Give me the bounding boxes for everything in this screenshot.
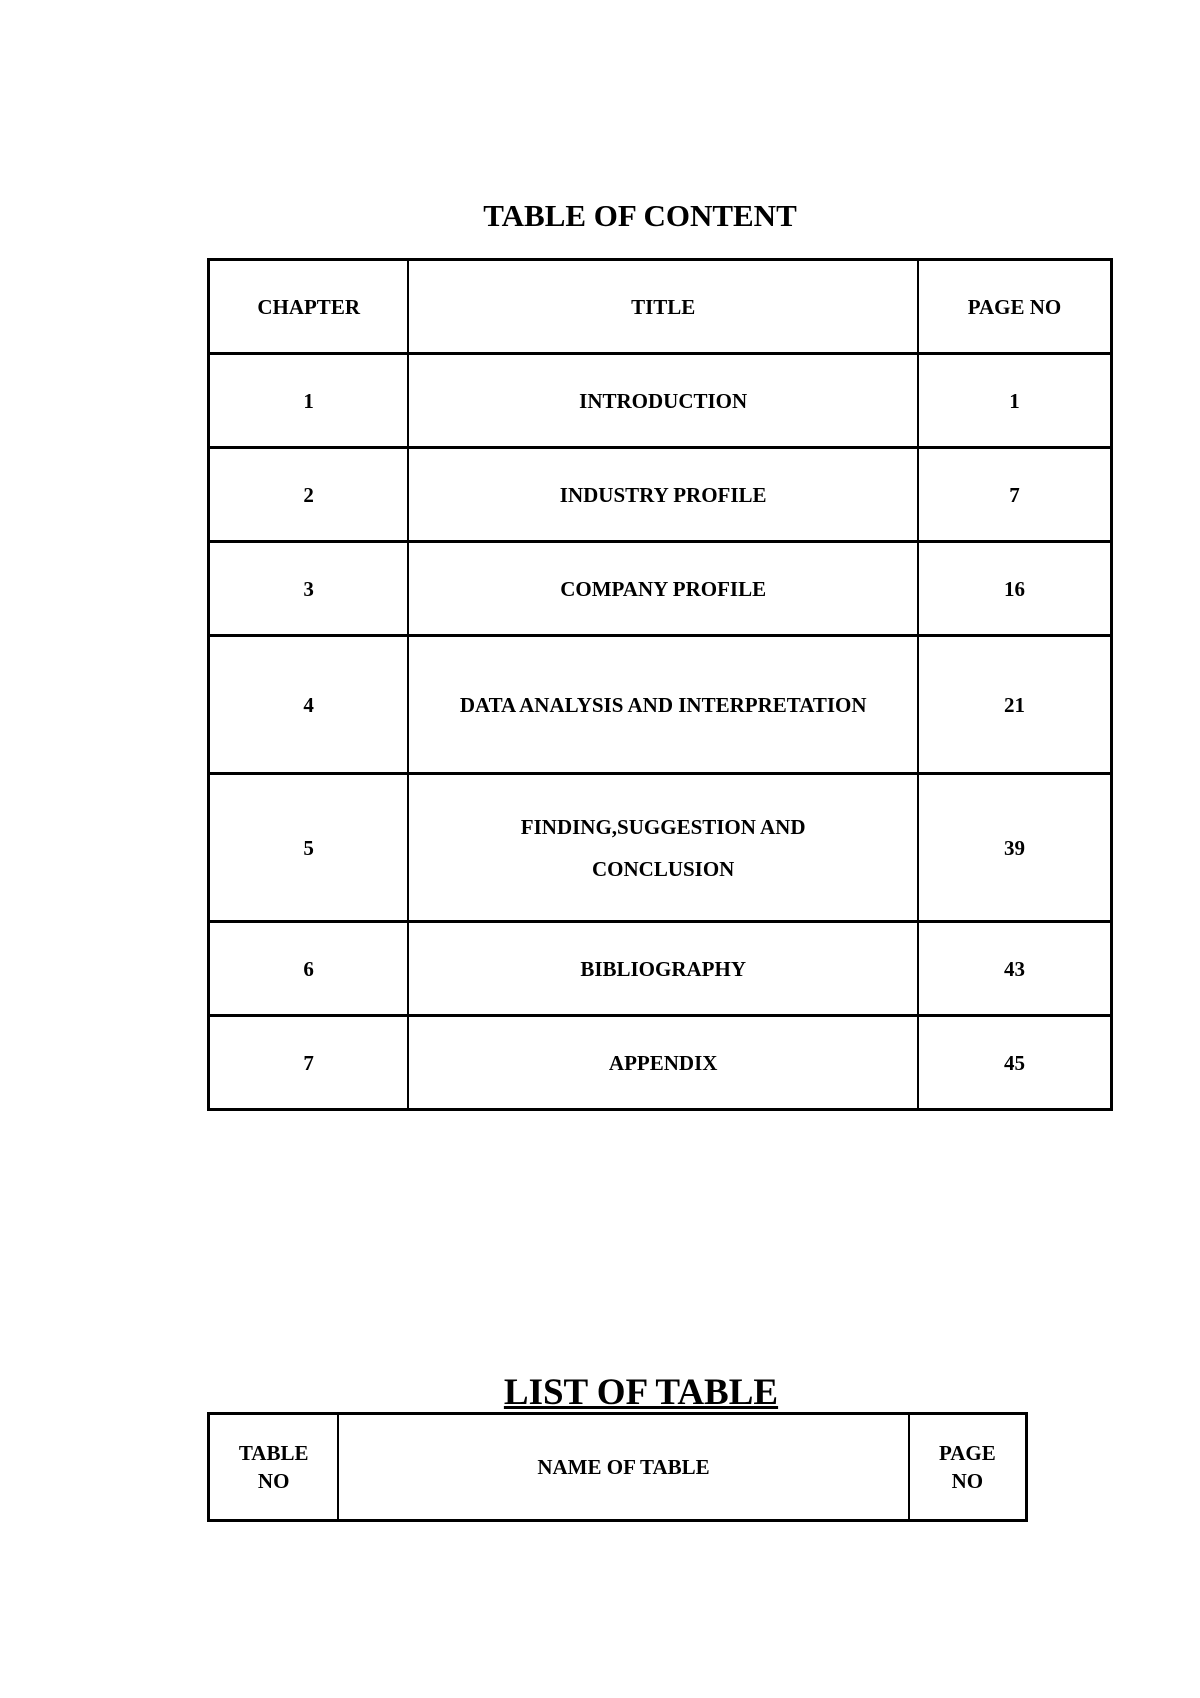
page-cell: 7 <box>918 448 1111 542</box>
header-table-no <box>209 1414 339 1521</box>
title-cell: INTRODUCTION <box>408 354 918 448</box>
table-row <box>209 922 1112 1016</box>
title-cell: APPENDIX <box>408 1016 918 1110</box>
header-page-no-line-1: PAGE <box>938 1441 996 1465</box>
page-cell: 39 <box>918 774 1111 922</box>
chapter-cell: 1 <box>209 354 409 448</box>
header-name-of-table: NAME OF TABLE <box>338 1414 908 1521</box>
table-row <box>209 542 1112 636</box>
chapter-cell: 3 <box>209 542 409 636</box>
header-table-no-line-1: TABLE <box>238 1441 309 1465</box>
title-cell: BIBLIOGRAPHY <box>408 922 918 1016</box>
title-cell: COMPANY PROFILE <box>408 542 918 636</box>
table-row <box>209 1016 1112 1110</box>
title-cell <box>408 774 918 922</box>
table-row <box>209 636 1112 774</box>
table-row <box>209 448 1112 542</box>
title-cell: INDUSTRY PROFILE <box>408 448 918 542</box>
title-line-2: CONCLUSION <box>591 856 735 881</box>
title-line-1: FINDING,SUGGESTION AND <box>520 814 806 839</box>
page-cell: 1 <box>918 354 1111 448</box>
chapter-cell: 7 <box>209 1016 409 1110</box>
toc-header-row <box>209 260 1112 354</box>
chapter-cell: 6 <box>209 922 409 1016</box>
header-page-no: PAGE NO <box>918 260 1111 354</box>
list-of-table-heading: LIST OF TABLE <box>503 1372 779 1413</box>
page-cell: 45 <box>918 1016 1111 1110</box>
table-row <box>209 774 1112 922</box>
list-of-table <box>207 1412 1028 1522</box>
toc-heading: TABLE OF CONTENT <box>483 198 797 233</box>
header-table-no-line-2: NO <box>257 1469 290 1493</box>
header-title: TITLE <box>408 260 918 354</box>
title-cell: DATA ANALYSIS AND INTERPRETATION <box>408 636 918 774</box>
header-page-no <box>909 1414 1027 1521</box>
page-cell: 16 <box>918 542 1111 636</box>
page-cell: 21 <box>918 636 1111 774</box>
chapter-cell: 4 <box>209 636 409 774</box>
header-page-no-line-2: NO <box>951 1469 984 1493</box>
table-row <box>209 354 1112 448</box>
lot-header-row <box>209 1414 1027 1521</box>
header-chapter: CHAPTER <box>209 260 409 354</box>
page-cell: 43 <box>918 922 1111 1016</box>
chapter-cell: 5 <box>209 774 409 922</box>
table-of-content <box>207 258 1113 1111</box>
chapter-cell: 2 <box>209 448 409 542</box>
